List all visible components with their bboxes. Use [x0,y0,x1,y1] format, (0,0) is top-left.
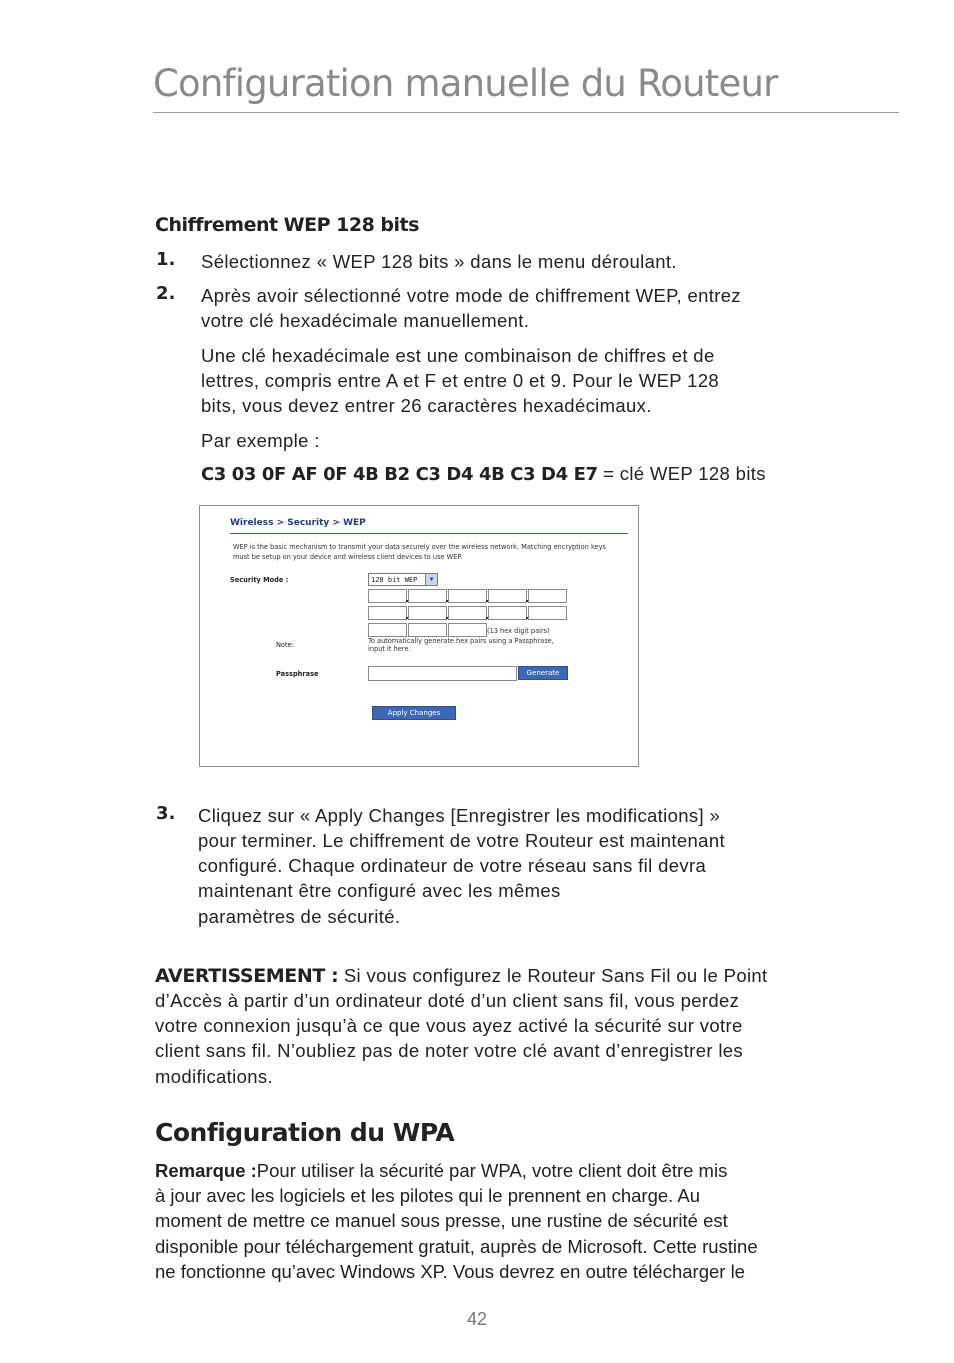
remark-line: disponible pour téléchargement gratuit, auprès de Microsoft. Cette rustine [155,1236,758,1257]
example-suffix: = clé WEP 128 bits [597,463,766,484]
remark-text: Pour utiliser la sécurité par WPA, votre client doit être mis [256,1160,728,1181]
page-title: Configuration manuelle du Routeur [153,62,778,105]
hex-key-field[interactable] [528,606,567,620]
section-heading-wpa: Configuration du WPA [155,1118,455,1147]
separator-dot [486,617,488,619]
step-3-line: paramètres de sécurité. [198,906,401,927]
note-text-line: input it here. [368,645,411,653]
step-3-line: configuré. Chaque ordinateur de votre réseau sans fil devra [198,855,707,876]
hex-key-field[interactable] [528,589,567,603]
hex-key-field[interactable] [488,589,527,603]
separator-dot [406,600,408,602]
security-mode-value: 128 bit WEP [371,576,418,584]
section-heading-wep: Chiffrement WEP 128 bits [155,214,419,236]
remark-label: Remarque : [155,1160,257,1181]
separator-dot [446,617,448,619]
hex-key-field[interactable] [368,606,407,620]
hex-key-field[interactable] [368,589,407,603]
step-2-line: votre clé hexadécimale manuellement. [201,310,530,331]
hex-explanation-line: bits, vous devez entrer 26 caractères hexadécimaux. [201,395,652,416]
warning-label: AVERTISSEMENT : [155,965,339,987]
separator-dot [486,600,488,602]
hex-key-field[interactable] [488,606,527,620]
breadcrumb-divider [230,533,628,534]
hex-explanation-line: lettres, compris entre A et F et entre 0 et 9. Pour le WEP 128 [201,370,720,391]
passphrase-label: Passphrase [276,670,319,678]
remark-line: à jour avec les logiciels et les pilotes qui le prennent en charge. Au [155,1185,701,1206]
passphrase-input[interactable] [368,666,517,681]
example-line [201,461,766,487]
step-3-line: maintenant être configuré avec les mêmes [198,880,561,901]
step-number: 2. [156,283,176,304]
page-number: 42 [466,1309,488,1329]
hex-key-field[interactable] [448,606,487,620]
warning-line: modifications. [155,1066,274,1087]
remark-line [155,1158,727,1183]
breadcrumb: Wireless > Security > WEP [230,518,366,528]
warning-line: votre connexion jusqu’à ce que vous ayez activé la sécurité sur votre [155,1015,743,1036]
remark-line: ne fonctionne qu’avec Windows XP. Vous devrez en outre télécharger le [155,1261,745,1282]
separator-dot [526,600,528,602]
step-3-line: Cliquez sur « Apply Changes [Enregistrer les modifications] » [198,805,721,826]
warning-line: d’Accès à partir d’un ordinateur doté d’un client sans fil, vous perdez [155,990,740,1011]
chevron-down-icon[interactable]: ▼ [425,574,437,585]
security-mode-select[interactable] [368,573,438,586]
hex-key-field[interactable] [368,623,407,637]
step-number: 1. [156,249,176,270]
hex-hint: (13 hex digit pairs) [487,627,550,635]
warning-line: client sans fil. N’oubliez pas de noter votre clé avant d’enregistrer les [155,1040,744,1061]
security-mode-label: Security Mode : [230,576,289,584]
apply-changes-button[interactable]: Apply Changes [372,706,456,720]
title-divider [153,112,899,113]
wep-description: WEP is the basic mechanism to transmit your data securely over the wireless network. Matching encryption keys must be setup on your device and wireless client devices to use WEP. [233,543,606,561]
generate-button[interactable]: Generate [518,666,568,680]
hex-key-field[interactable] [408,589,447,603]
example-key: C3 03 0F AF 0F 4B B2 C3 D4 4B C3 D4 E7 [201,464,598,485]
hex-key-field[interactable] [408,623,447,637]
warning-text: Si vous configurez le Routeur Sans Fil ou le Point [338,965,768,986]
wep-settings-screenshot [199,505,639,767]
hex-key-field[interactable] [448,623,487,637]
hex-key-field[interactable] [448,589,487,603]
example-intro: Par exemple : [201,430,320,451]
step-3-line: pour terminer. Le chiffrement de votre Routeur est maintenant [198,830,725,851]
separator-dot [446,600,448,602]
hex-key-field[interactable] [408,606,447,620]
step-number: 3. [156,803,176,824]
separator-dot [526,617,528,619]
note-label: Note: [276,641,294,649]
separator-dot [406,617,408,619]
remark-line: moment de mettre ce manuel sous presse, une rustine de sécurité est [155,1210,728,1231]
step-2-line: Après avoir sélectionné votre mode de chiffrement WEP, entrez [201,285,741,306]
hex-explanation-line: Une clé hexadécimale est une combinaison de chiffres et de [201,345,715,366]
step-1-text: Sélectionnez « WEP 128 bits » dans le menu déroulant. [201,251,677,272]
warning-line [155,963,768,989]
note-text-line: To automatically generate hex pairs using a Passphrase, [368,637,554,645]
